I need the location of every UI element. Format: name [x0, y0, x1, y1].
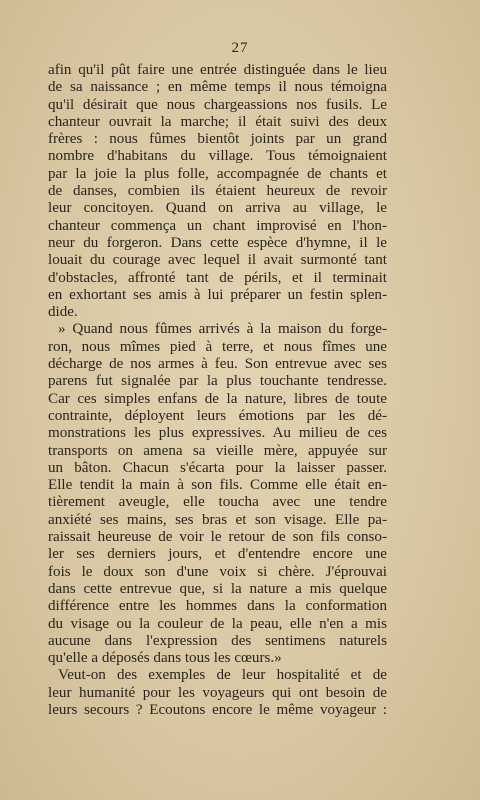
text-line: raissait heureuse de voir le retour de son fils conso- — [48, 529, 387, 546]
text-line: contrainte, déployent leurs émotions par les dé- — [48, 407, 387, 424]
text-line: qu'il désirait que nous chargeassions nos fusils. Le — [48, 96, 387, 113]
text-line: d'obstacles, affronté tant de périls, et il terminait — [48, 269, 387, 286]
text-line: nombre d'habitans du village. Tous témoignaient — [48, 148, 387, 165]
text-line: de danses, combien ils étaient heureux de revoir — [48, 183, 387, 200]
text-line: afin qu'il pût faire une entrée distinguée dans le lieu — [48, 62, 387, 78]
text-line: monstrations les plus expressives. Au milieu de ces — [48, 425, 387, 442]
text-line: leur concitoyen. Quand on arriva au village, le — [48, 200, 387, 217]
text-line: neur du forgeron. Dans cette espèce d'hymne, il le — [48, 234, 387, 251]
text-line: dide. — [48, 304, 78, 321]
text-line: décharge de nos armes à feu. Son entrevue avec ses — [48, 356, 387, 373]
text-line: chanteur ouvrait la marche; il était suivi des deux — [48, 113, 387, 130]
text-line: ler ses derniers jours, et d'entendre encore une — [48, 546, 387, 563]
text-line: dans cette entrevue que, si la nature a mis quelque — [48, 580, 387, 597]
text-line: frères : nous fûmes bientôt joints par un grand — [48, 131, 387, 148]
text-line: chanteur commença un chant improvisé en l'hon- — [48, 217, 387, 234]
text-line: qu'elle a déposés dans tous les cœurs.» — [48, 650, 282, 667]
text-line: transports on amena sa vieille mère, appuyée sur — [48, 442, 387, 459]
text-line: Car ces simples enfans de la nature, libres de toute — [48, 390, 387, 407]
text-line: anxiété ses mains, ses bras et son visage. Elle pa- — [48, 511, 387, 528]
text-line: louait du courage avec lequel il avait surmonté tant — [48, 252, 387, 269]
text-line: par la joie la plus folle, accompagnée de chants et — [48, 165, 387, 182]
text-line: Veut-on des exemples de leur hospitalité et de — [58, 667, 387, 684]
text-line: » Quand nous fûmes arrivés à la maison du forge- — [58, 321, 387, 338]
text-line: fois le doux son d'une voix si chère. J'éprouvai — [48, 563, 387, 580]
text-line: de sa naissance ; en même temps il nous témoigna — [48, 79, 387, 96]
body-text — [48, 62, 387, 719]
text-line: parens fut signalée par la plus touchante tendresse. — [48, 373, 387, 390]
text-line: aucune dans l'expression des sentimens naturels — [48, 632, 387, 649]
text-line: leurs secours ? Ecoutons encore le même voyageur : — [48, 701, 387, 718]
text-line: Elle tendit la main à son fils. Comme elle était en- — [48, 477, 387, 494]
text-line: leur humanité pour les voyageurs qui ont besoin de — [48, 684, 387, 701]
page-number: 27 — [231, 40, 249, 56]
text-line: du visage ou la couleur de la peau, elle n'en a mis — [48, 615, 387, 632]
text-line: ron, nous mîmes pied à terre, et nous fîmes une — [48, 338, 387, 355]
text-line: tièrement aveugle, elle toucha avec une tendre — [48, 494, 387, 511]
text-line: en exhortant ses amis à lui préparer un festin splen- — [48, 286, 387, 303]
text-line: un bâton. Chacun s'écarta pour la laisser passer. — [48, 459, 387, 476]
text-line: différence entre les hommes dans la conformation — [48, 598, 387, 615]
